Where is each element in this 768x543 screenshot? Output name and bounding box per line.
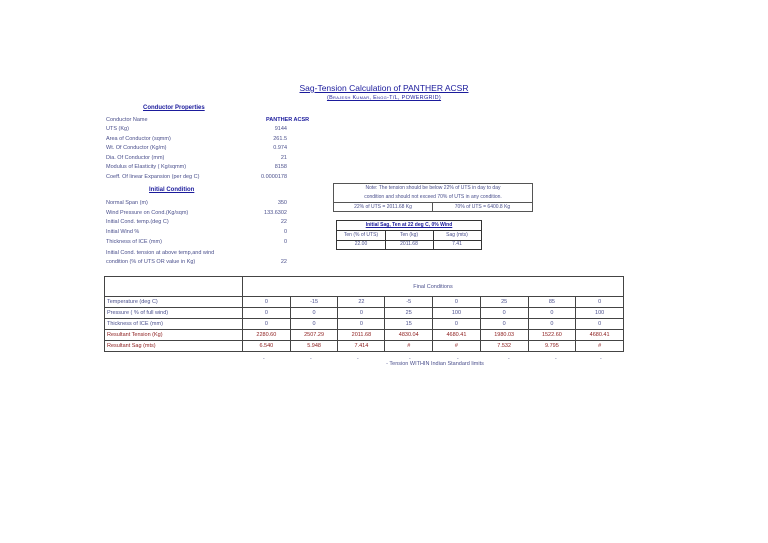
initial-sag-col-sag: Sag (mts) <box>446 232 468 238</box>
initial-temp-value: 22 <box>280 219 287 225</box>
note-70-percent-limit: 70% of UTS = 6400.8 Kg <box>454 204 511 210</box>
table-row <box>105 341 624 352</box>
table-cell: 100 <box>576 308 624 319</box>
table-cell: 0 <box>243 319 291 330</box>
initial-sag-value-row <box>337 240 481 249</box>
table-cell: 0 <box>243 308 291 319</box>
initial-sag-ten-kg-value: 2011.68 <box>385 240 434 249</box>
uts-value: 9144 <box>274 126 287 132</box>
note-line-1: Note: The tension should be below 22% of UTS in day to day <box>365 185 501 191</box>
table-cell: 0 <box>290 308 338 319</box>
table-cell: 0 <box>433 297 481 308</box>
initial-temp-label: Initial Cond. temp.(deg C) <box>106 219 169 225</box>
area-label: Area of Conductor (sqmm) <box>106 136 171 142</box>
table-cell: 7.532 <box>480 341 528 352</box>
diameter-label: Dia. Of Conductor (mm) <box>106 155 165 161</box>
initial-sag-ten-percent-value: 22.00 <box>337 240 386 249</box>
expansion-label: Coeff. Of linear Expansion (per deg C) <box>106 174 200 180</box>
table-cell: 0 <box>290 319 338 330</box>
uts-label: UTS (Kg) <box>106 126 129 132</box>
initial-sag-sag-value: 7.41 <box>452 241 462 247</box>
table-cell: 2011.68 <box>338 330 385 341</box>
initial-sag-col-ten-kg: Ten (kg) <box>385 231 434 240</box>
ice-label: Thickness of ICE (mm) <box>106 239 162 245</box>
dash-marker: - <box>409 356 411 362</box>
table-cell: 4830.04 <box>385 330 433 341</box>
initial-sag-table <box>336 220 482 250</box>
page-subtitle: (Brajesh Kumar, Engg-T/L, POWERGRID) <box>326 95 442 101</box>
table-cell: 4680.41 <box>576 330 624 341</box>
table-cell: 1980.03 <box>480 330 528 341</box>
conductor-name-value: PANTHER ACSR <box>266 117 310 123</box>
initial-wind-value: 0 <box>283 229 287 235</box>
note-line-2: condition and should not exceed 70% of UTS in any condition. <box>364 194 502 200</box>
expansion-value: 0.0000178 <box>261 174 287 180</box>
table-cell: -5 <box>385 297 433 308</box>
table-cell: 0 <box>528 319 576 330</box>
table-cell: 15 <box>385 319 433 330</box>
table-cell: 25 <box>385 308 433 319</box>
table-cell: 0 <box>338 308 385 319</box>
table-cell: 6.540 <box>243 341 291 352</box>
table-cell: # <box>576 341 624 352</box>
initial-wind-label: Initial Wind % <box>106 229 140 235</box>
page-title: Sag-Tension Calculation of PANTHER ACSR <box>299 83 469 93</box>
row-label: Thickness of ICE (mm) <box>105 319 243 330</box>
table-cell: 4680.41 <box>433 330 481 341</box>
table-cell: # <box>433 341 481 352</box>
table-cell: 0 <box>243 297 291 308</box>
table-cell: 0 <box>433 319 481 330</box>
table-row <box>105 319 624 330</box>
initial-sag-col-ten-percent: Ten (% of UTS) <box>337 231 386 240</box>
table-cell: 0 <box>480 319 528 330</box>
weight-value: 0.974 <box>273 145 287 151</box>
dash-marker: - <box>555 356 557 362</box>
wind-pressure-value: 133.6302 <box>264 210 287 216</box>
diameter-value: 21 <box>280 155 287 161</box>
dash-marker: - <box>600 356 602 362</box>
table-cell: 100 <box>433 308 481 319</box>
dash-marker: - <box>457 356 459 362</box>
table-row <box>105 297 624 308</box>
dash-marker: - <box>310 356 312 362</box>
table-cell: 5.948 <box>290 341 338 352</box>
conductor-name-label: Conductor Name <box>106 117 148 123</box>
table-row <box>105 308 624 319</box>
modulus-label: Modulus of Elasticity ( Kg/sqmm) <box>106 164 187 170</box>
ice-value: 0 <box>283 239 287 245</box>
table-cell: -15 <box>290 297 338 308</box>
area-value: 261.5 <box>273 136 287 142</box>
table-cell: 2280.60 <box>243 330 291 341</box>
final-conditions-table <box>104 276 624 352</box>
table-cell: 22 <box>338 297 385 308</box>
table-cell: 0 <box>576 297 624 308</box>
dash-marker: - <box>357 356 359 362</box>
span-label: Normal Span (m) <box>106 200 148 206</box>
initial-sag-heading: Initial Sag, Ten at 22 deg C, 0% Wind <box>337 221 481 231</box>
span-value: 350 <box>277 200 287 206</box>
row-label: Resultant Tension (Kg) <box>105 330 243 341</box>
initial-tension-label-line2: condition (% of UTS OR value in Kg) <box>106 259 196 265</box>
initial-tension-value: 22 <box>280 259 287 265</box>
table-cell: # <box>385 341 433 352</box>
note-limit-cells <box>334 202 532 212</box>
note-22-percent-limit: 22% of UTS = 2011.68 Kg <box>334 203 433 212</box>
table-cell: 0 <box>528 308 576 319</box>
final-conditions-corner <box>105 277 243 297</box>
dash-marker: - <box>263 356 265 362</box>
tension-status-note: - Tension WITHIN Indian Standard limits <box>386 361 484 367</box>
modulus-value: 8158 <box>274 164 287 170</box>
table-cell: 9.795 <box>528 341 576 352</box>
row-label: Pressure ( % of full wind) <box>105 308 243 319</box>
initial-condition-heading: Initial Condition <box>149 187 195 193</box>
dash-marker: - <box>508 356 510 362</box>
table-cell: 25 <box>480 297 528 308</box>
tension-limit-note <box>333 183 533 212</box>
final-conditions-header-row <box>105 277 624 297</box>
table-cell: 0 <box>338 319 385 330</box>
row-label: Temperature (deg C) <box>105 297 243 308</box>
table-cell: 7.414 <box>338 341 385 352</box>
table-row <box>105 330 624 341</box>
final-conditions-heading: Final Conditions <box>243 277 624 297</box>
table-cell: 0 <box>576 319 624 330</box>
row-label: Resultant Sag (mts) <box>105 341 243 352</box>
table-cell: 0 <box>480 308 528 319</box>
initial-tension-label-line1: Initial Cond. tension at above temp,and wind <box>106 250 215 256</box>
table-cell: 2507.29 <box>290 330 338 341</box>
wind-pressure-label: Wind Pressure on Cond.(Kg/sqm) <box>106 210 189 216</box>
table-cell: 1522.60 <box>528 330 576 341</box>
weight-label: Wt. Of Conductor (Kg/m) <box>106 145 167 151</box>
conductor-properties-heading: Conductor Properties <box>143 105 205 111</box>
table-cell: 85 <box>528 297 576 308</box>
